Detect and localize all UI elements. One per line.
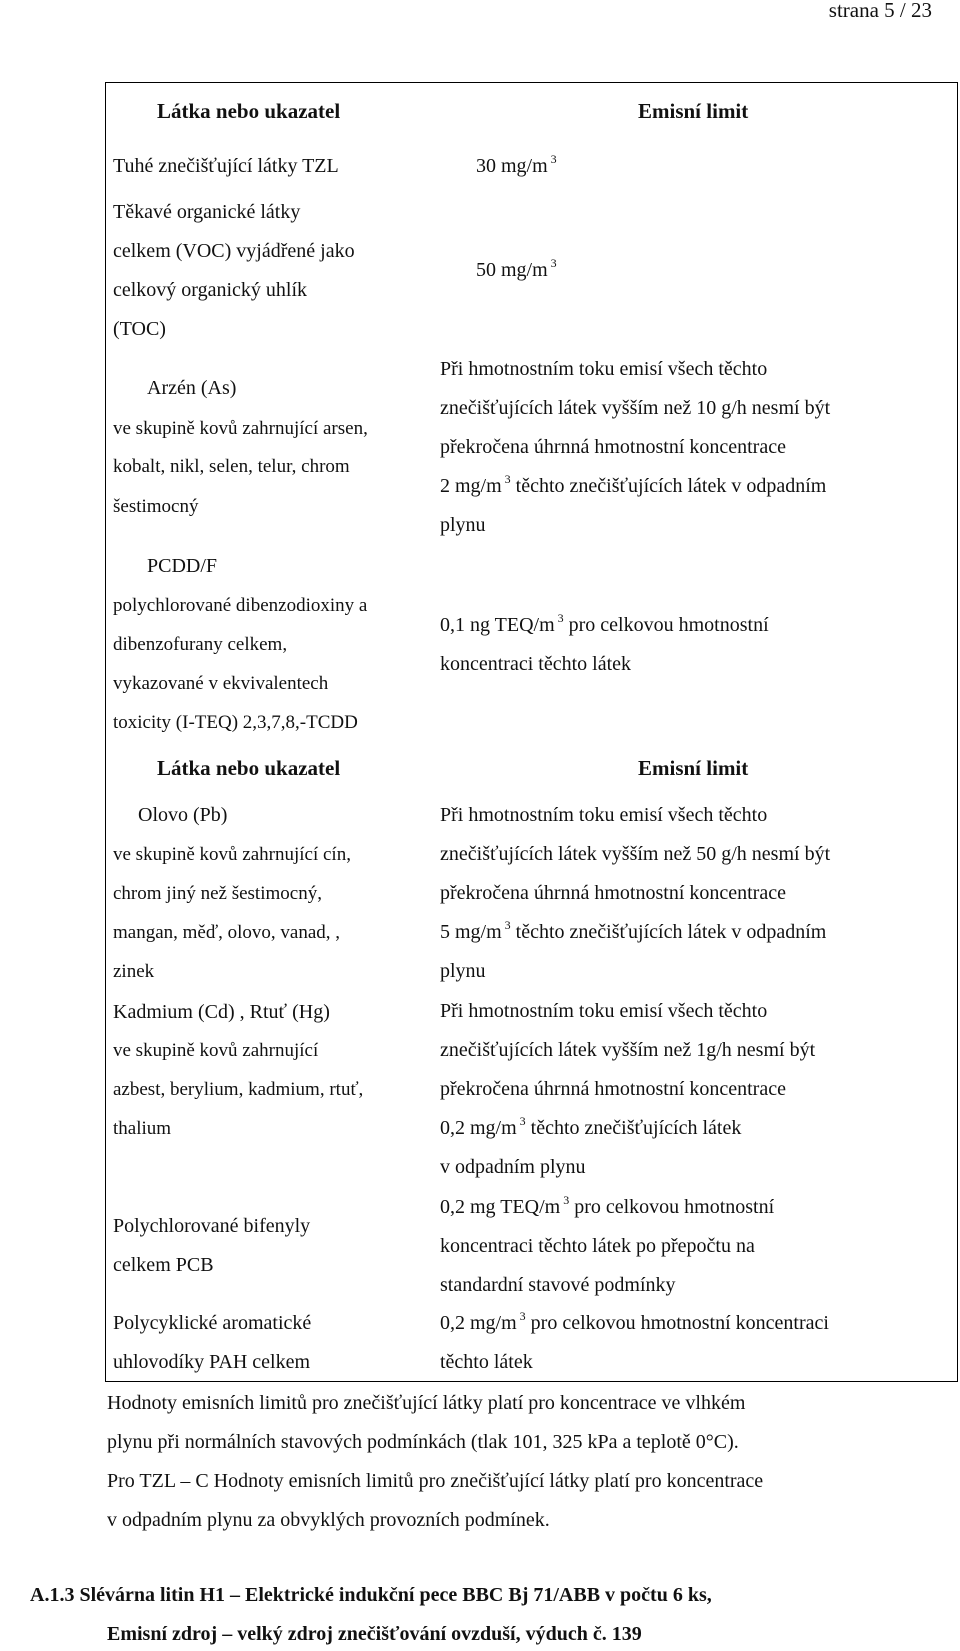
header-substance: Látka nebo ukazatel <box>157 99 341 123</box>
pah-line-2: uhlovodíky PAH celkem <box>113 1351 311 1373</box>
section-heading-line-1: A.1.3 Slévárna litin H1 – Elektrické indukční pece BBC Bj 71/ABB v počtu 6 ks, <box>30 1584 712 1606</box>
pcb-line-1: Polychlorované bifenyly <box>113 1215 311 1237</box>
header-limit: Emisní limit <box>638 99 749 123</box>
voc-line-4: (TOC) <box>113 318 166 340</box>
pcb-limit-line-2: koncentraci těchto látek po přepočtu na <box>440 1235 755 1257</box>
pah-limit-line-1: 0,2 mg/m $^3$ pro celkovou hmotnostní koncentraci <box>440 1309 829 1334</box>
pb-limit-line-2: znečišťujících látek vyšším než 50 g/h nesmí být <box>440 843 831 865</box>
tzl-limit: 30 mg/m $^3$ <box>476 152 557 177</box>
pah-line-1: Polycyklické aromatické <box>113 1312 312 1334</box>
note-line-2: plynu při normálních stavových podmínkách (tlak 101, 325 kPa a teplotě 0°C). <box>107 1431 739 1453</box>
voc-line-1: Těkavé organické látky <box>113 201 301 223</box>
pb-limit-line-4: 5 mg/m $^3$ těchto znečišťujících látek v odpadním <box>440 918 827 943</box>
pcb-limit-line-1: 0,2 mg TEQ/m $^3$ pro celkovou hmotnostní <box>440 1193 775 1218</box>
cd-limit-line-4: 0,2 mg/m $^3$ těchto znečišťujících látek <box>440 1114 742 1139</box>
as-line-2: kobalt, nikl, selen, telur, chrom <box>113 456 350 477</box>
as-line-3: šestimocný <box>113 496 199 517</box>
note-line-4: v odpadním plynu za obvyklých provozních podmínek. <box>107 1509 550 1531</box>
note-line-3: Pro TZL – C Hodnoty emisních limitů pro znečišťující látky platí pro koncentrace <box>107 1470 764 1492</box>
tzl-substance: Tuhé znečišťující látky TZL <box>113 155 339 177</box>
as-title: Arzén (As) <box>147 377 237 399</box>
cd-limit-line-5: v odpadním plynu <box>440 1156 586 1178</box>
page-number: strana 5 / 23 <box>828 0 932 22</box>
pcb-limit-line-3: standardní stavové podmínky <box>440 1274 676 1296</box>
pcdd-line-3: vykazované v ekvivalentech <box>113 673 329 694</box>
pb-title: Olovo (Pb) <box>138 804 228 826</box>
pb-limit-line-5: plynu <box>440 960 486 982</box>
cd-line-3: thalium <box>113 1118 172 1139</box>
pah-limit-line-2: těchto látek <box>440 1351 533 1373</box>
cd-limit-line-1: Při hmotnostním toku emisí všech těchto <box>440 1000 768 1022</box>
header2-substance: Látka nebo ukazatel <box>157 756 341 780</box>
cd-line-2: azbest, berylium, kadmium, rtuť, <box>113 1079 364 1100</box>
cd-line-1: ve skupině kovů zahrnující <box>113 1040 319 1061</box>
pcdd-line-1: polychlorované dibenzodioxiny a <box>113 595 368 616</box>
pcdd-line-4: toxicity (I-TEQ) 2,3,7,8,-TCDD <box>113 712 358 733</box>
pb-line-3: mangan, měď, olovo, vanad, , <box>113 922 341 943</box>
pcdd-title: PCDD/F <box>147 555 218 577</box>
as-limit-line-5: plynu <box>440 514 486 536</box>
pcdd-limit-line-2: koncentraci těchto látek <box>440 653 632 675</box>
cd-limit-line-3: překročena úhrnná hmotnostní koncentrace <box>440 1078 786 1100</box>
pcb-line-2: celkem PCB <box>113 1254 214 1276</box>
voc-line-3: celkový organický uhlík <box>113 279 308 301</box>
pcdd-limit-line-1: 0,1 ng TEQ/m $^3$ pro celkovou hmotnostní <box>440 611 769 636</box>
pb-limit-line-3: překročena úhrnná hmotnostní koncentrace <box>440 882 786 904</box>
pcdd-line-2: dibenzofurany celkem, <box>113 634 288 655</box>
pb-limit-line-1: Při hmotnostním toku emisí všech těchto <box>440 804 768 826</box>
section-heading-line-2: Emisní zdroj – velký zdroj znečišťování ovzduší, výduch č. 139 <box>107 1623 642 1645</box>
as-limit-line-3: překročena úhrnná hmotnostní koncentrace <box>440 436 786 458</box>
note-line-1: Hodnoty emisních limitů pro znečišťující látky platí pro koncentrace ve vlhkém <box>107 1392 746 1414</box>
pb-line-2: chrom jiný než šestimocný, <box>113 883 322 904</box>
header2-limit: Emisní limit <box>638 756 749 780</box>
as-line-1: ve skupině kovů zahrnující arsen, <box>113 418 368 439</box>
as-limit-line-1: Při hmotnostním toku emisí všech těchto <box>440 358 768 380</box>
as-limit-line-2: znečišťujících látek vyšším než 10 g/h nesmí být <box>440 397 831 419</box>
pb-line-1: ve skupině kovů zahrnující cín, <box>113 844 351 865</box>
as-limit-line-4: 2 mg/m $^3$ těchto znečišťujících látek v odpadním <box>440 472 827 497</box>
cd-limit-line-2: znečišťujících látek vyšším než 1g/h nesmí být <box>440 1039 816 1061</box>
pb-line-4: zinek <box>113 961 155 982</box>
voc-limit: 50 mg/m $^3$ <box>476 256 557 281</box>
voc-line-2: celkem (VOC) vyjádřené jako <box>113 240 355 262</box>
cd-title: Kadmium (Cd) , Rtuť (Hg) <box>113 1001 330 1023</box>
